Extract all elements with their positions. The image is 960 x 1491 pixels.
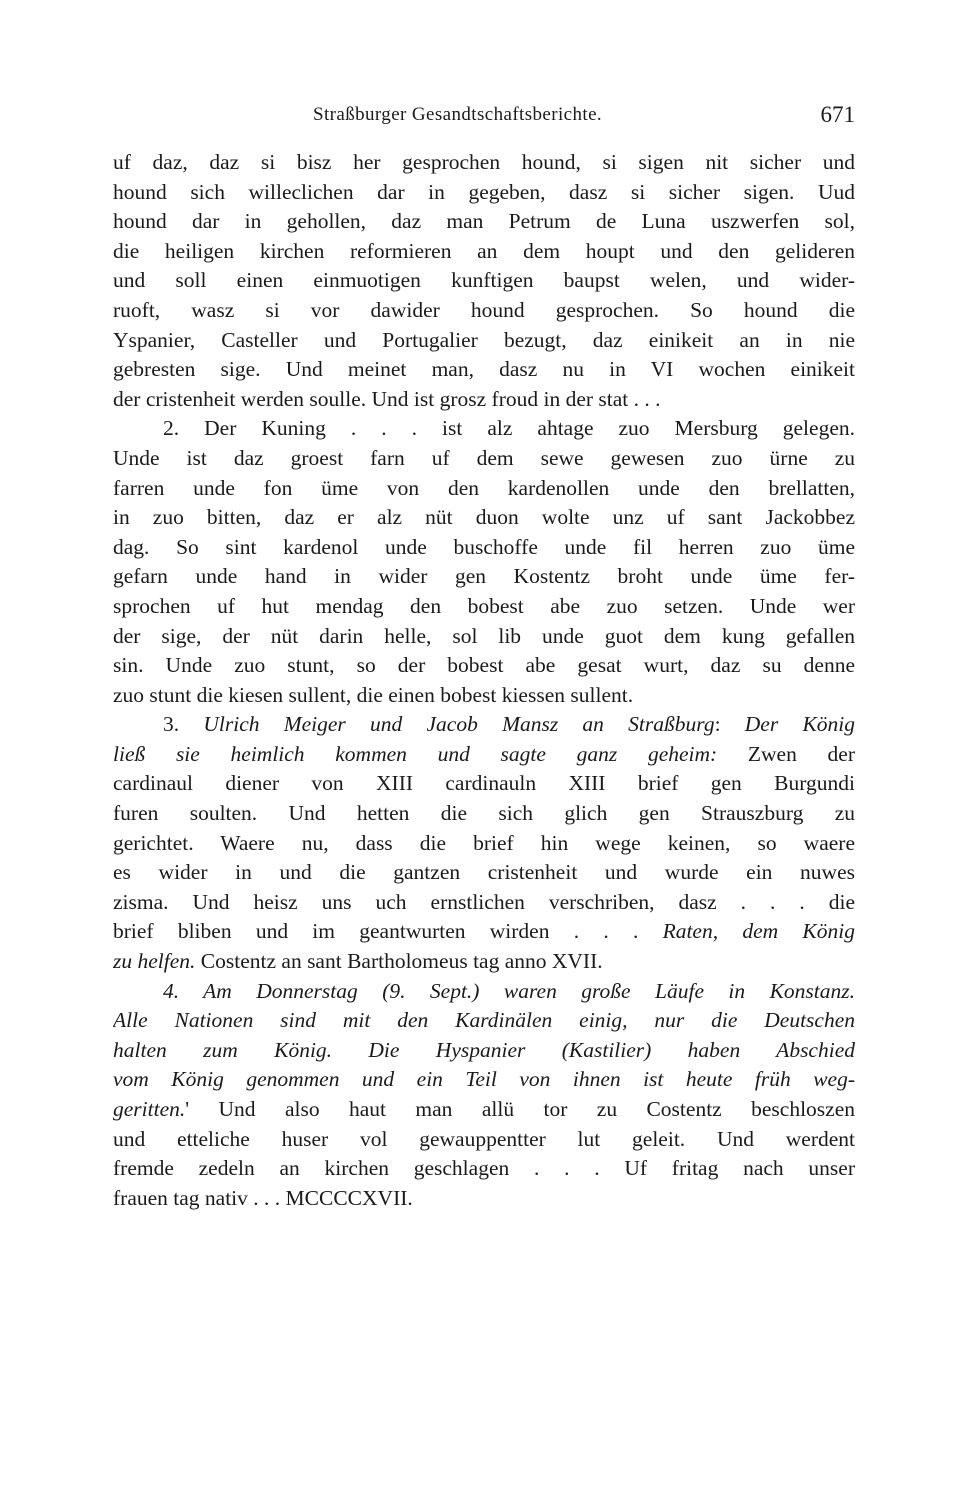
text-segment: sin. Unde zuo stunt, so der bobest abe gesat wurt, daz su denne xyxy=(113,653,855,678)
text-line xyxy=(113,444,855,474)
text-segment: frauen tag nativ . . . MCCCCXVII. xyxy=(113,1185,413,1210)
italic-text-segment: 4. Am Donnerstag (9. Sept.) waren große Läufe in Konstanz. xyxy=(163,978,855,1003)
text-segment: uf daz, daz si bisz her gesprochen hound, si sigen nit sicher und xyxy=(113,150,855,174)
italic-text-segment: halten zum König. Die Hyspanier (Kastilier) haben Abschied xyxy=(113,1037,855,1062)
italic-text-segment: Raten, dem König xyxy=(662,919,855,944)
text-segment: brief bliben und im geantwurten wirden . . . xyxy=(113,919,663,944)
text-line xyxy=(113,148,855,178)
text-segment: zuo stunt die kiesen sullent, die einen bobest kiessen sullent. xyxy=(113,682,634,707)
text-line xyxy=(113,1036,855,1066)
text-line xyxy=(113,1095,855,1125)
text-segment: zisma. Und heisz uns uch ernstlichen verschriben, dasz . . . die xyxy=(113,889,855,914)
text-line xyxy=(113,769,855,799)
text-line xyxy=(113,326,855,356)
text-segment: es wider in und die gantzen cristenheit und wurde ein nuwes xyxy=(113,860,855,885)
text-line xyxy=(113,888,855,918)
text-line xyxy=(113,917,855,947)
text-line xyxy=(113,237,855,267)
text-line xyxy=(113,858,855,888)
text-line xyxy=(113,740,855,770)
text-line xyxy=(113,1125,855,1155)
text-line xyxy=(113,1184,855,1214)
text-line xyxy=(113,710,855,740)
text-line xyxy=(113,592,855,622)
text-segment: Unde ist daz groest farn uf dem sewe gewesen zuo ürne zu xyxy=(113,445,855,470)
text-segment: furen soulten. Und hetten die sich glich gen Strauszburg zu xyxy=(113,801,855,826)
text-segment: gebresten sige. Und meinet man, dasz nu in VI wochen einikeit xyxy=(113,357,855,382)
text-segment: in zuo bitten, daz er alz nüt duon wolte unz uf sant Jackobbez xyxy=(113,505,855,530)
text-segment: der cristenheit werden soulle. Und ist grosz froud in der stat . . . xyxy=(113,386,661,411)
text-line xyxy=(113,681,855,711)
text-line xyxy=(113,178,855,208)
text-segment: gefarn unde hand in wider gen Kostentz broht unde üme fer- xyxy=(113,564,855,589)
text-line xyxy=(113,385,855,415)
text-line xyxy=(113,503,855,533)
running-head xyxy=(113,102,855,132)
text-line xyxy=(113,296,855,326)
text-line xyxy=(113,1154,855,1184)
running-title: Straßburger Gesandtschaftsberichte. xyxy=(313,104,603,125)
italic-text-segment: vom König genommen und ein Teil von ihnen ist heute früh weg- xyxy=(113,1067,855,1092)
text-segment: ruoft, wasz si vor dawider hound gesprochen. So hound die xyxy=(113,297,855,322)
text-line xyxy=(113,533,855,563)
text-segment: Yspanier, Casteller und Portugalier bezugt, daz einikeit an in nie xyxy=(113,327,855,352)
text-segment: hound dar in gehollen, daz man Petrum de Luna uszwerfen sol, xyxy=(113,209,855,234)
text-line xyxy=(113,266,855,296)
italic-text-segment: Alle Nationen sind mit den Kardinälen einig, nur die Deutschen xyxy=(113,1008,855,1033)
text-line xyxy=(113,207,855,237)
text-line xyxy=(113,1006,855,1036)
text-segment: 3. xyxy=(163,712,204,737)
text-segment: ' Und also haut man allü tor zu Costentz beschloszen xyxy=(185,1097,855,1121)
text-segment: hound sich willeclichen dar in gegeben, dasz si sicher sigen. Uud xyxy=(113,179,855,204)
text-line xyxy=(113,799,855,829)
text-segment: cardinaul diener von XIII cardinauln XIII brief gen Burgundi xyxy=(113,771,855,796)
italic-text-segment: Der König xyxy=(744,712,855,737)
text-line xyxy=(113,562,855,592)
text-segment: und etteliche huser vol gewauppentter lut geleit. Und werdent xyxy=(113,1126,855,1151)
italic-text-segment: Ulrich Meiger und Jacob Mansz an Straßburg xyxy=(203,712,715,737)
page-number: 671 xyxy=(820,102,855,127)
text-segment: : xyxy=(714,712,745,737)
italic-text-segment: zu helfen. xyxy=(113,949,196,974)
text-line xyxy=(113,474,855,504)
body-text xyxy=(113,148,855,1213)
text-segment: Costentz an sant Bartholomeus tag anno XVII. xyxy=(195,949,603,974)
text-segment: der sige, der nüt darin helle, sol lib unde guot dem kung gefallen xyxy=(113,623,855,648)
italic-text-segment: ließ sie heimlich kommen und sagte ganz geheim: xyxy=(113,741,718,766)
text-segment: fremde zedeln an kirchen geschlagen . . . Uf fritag nach unser xyxy=(113,1156,855,1181)
text-segment: die heiligen kirchen reformieren an dem houpt und den gelideren xyxy=(113,238,855,263)
text-segment: Zwen der xyxy=(717,741,855,766)
text-segment: gerichtet. Waere nu, dass die brief hin wege keinen, so waere xyxy=(113,830,855,855)
text-line xyxy=(113,829,855,859)
italic-text-segment: geritten. xyxy=(113,1097,186,1121)
text-line xyxy=(113,1065,855,1095)
text-segment: farren unde fon üme von den kardenollen unde den brellatten, xyxy=(113,475,855,500)
text-line xyxy=(113,355,855,385)
text-line xyxy=(113,622,855,652)
text-segment: 2. Der Kuning . . . ist alz ahtage zuo Mersburg gelegen. xyxy=(163,416,855,441)
text-line xyxy=(113,947,855,977)
text-segment: und soll einen einmuotigen kunftigen baupst welen, und wider- xyxy=(113,268,855,293)
text-line xyxy=(113,977,855,1007)
text-segment: dag. So sint kardenol unde buschoffe unde fil herren zuo üme xyxy=(113,534,855,559)
text-line xyxy=(113,414,855,444)
text-line xyxy=(113,651,855,681)
text-segment: sprochen uf hut mendag den bobest abe zuo setzen. Unde wer xyxy=(113,593,855,618)
